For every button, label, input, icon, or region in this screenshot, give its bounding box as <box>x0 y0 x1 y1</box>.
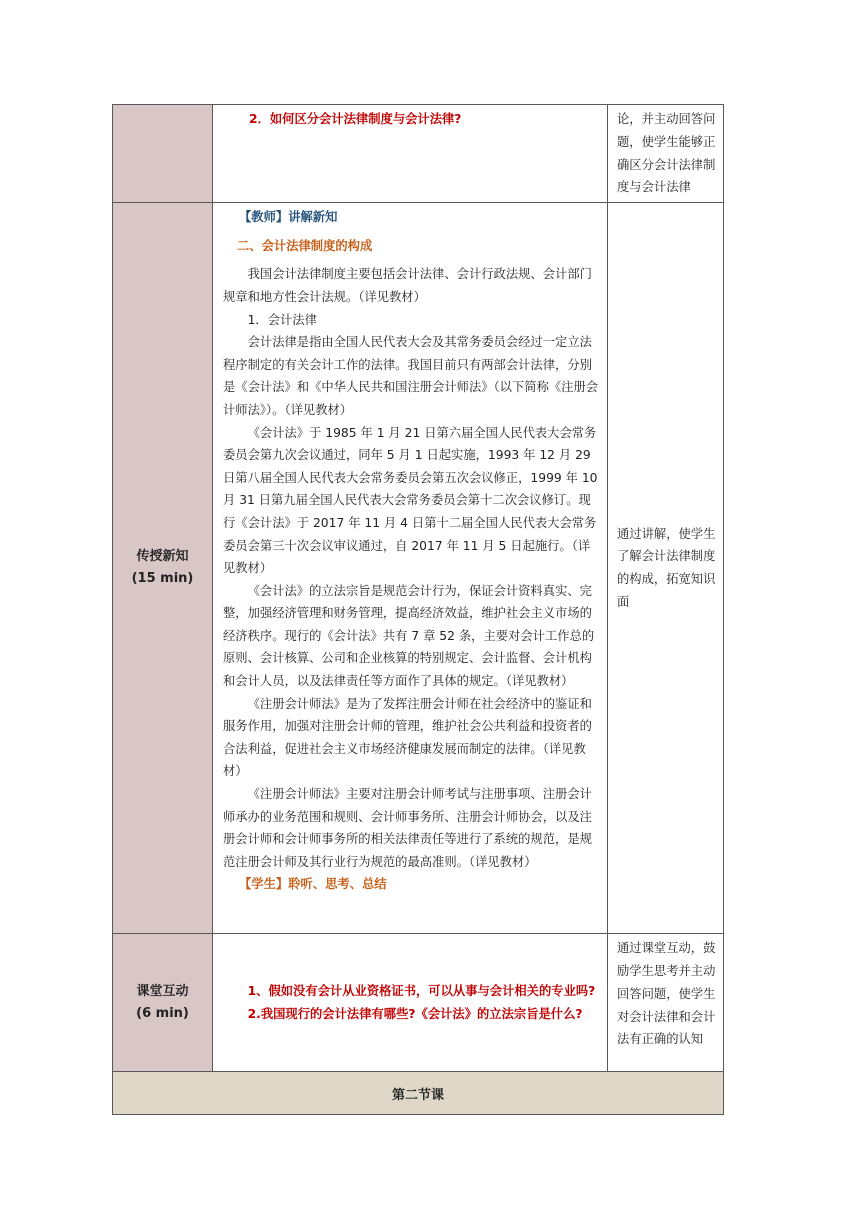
row-label <box>113 203 213 934</box>
paragraph: 《注册会计师法》主要对注册会计师考试与注册事项、注册会计师承办的业务范围和规则、会计师事务所、注册会计师协会，以及注册会计师和会计师事务所的相关法律责任等进行了系统的规范，是规范注册会计师及其行业行为规范的最高准则。（详见教材） <box>223 787 592 869</box>
paragraph: 我国会计法律制度主要包括会计法律、会计行政法规、会计部门规章和地方性会计法规。（详见教材） <box>223 267 592 304</box>
row-label-empty <box>113 105 213 203</box>
paragraph: 1．会计法律 <box>247 312 317 327</box>
table-row <box>113 934 724 1072</box>
section-heading: 二、会计法律制度的构成 <box>237 238 373 253</box>
paragraph: 会计法律是指由全国人民代表大会及其常务委员会经过一定立法程序制定的有关会计工作的法律。我国目前只有两部会计法律，分别是《会计法》和《中华人民共和国注册会计师法》（以下简称《注册会计师法》）。（详见教材） <box>223 335 599 417</box>
interaction-question: 1、假如没有会计从业资格证书，可以从事与会计相关的专业吗? <box>247 984 596 999</box>
row-label-time: (6 min) <box>136 1005 189 1021</box>
row-label-title: 传授新知 <box>136 549 189 565</box>
paragraph: 《会计法》的立法宗旨是规范会计行为，保证会计资料真实、完整，加强经济管理和财务管理，提高经济效益，维护社会主义市场的经济秩序。现行的《会计法》共有 7 章 52 条，主要对会计工作总的原则、会计核算、公司和企业核算的特别规定、会计监督、会计机构和会计人员，以及法律责任等方面作了具体的规定。（详见教材） <box>223 583 595 689</box>
objective-note: 论，并主动回答问题，使学生能够正确区分会计法律制度与会计法律 <box>608 105 724 203</box>
interaction-cell <box>213 934 608 1072</box>
lesson-plan-table <box>112 104 724 1115</box>
table-row <box>113 105 724 203</box>
objective-note: 通过课堂互动，鼓励学生思考并主动回答问题，使学生对会计法律和会计法有正确的认知 <box>608 934 724 1072</box>
question-cell <box>213 105 608 203</box>
table-row <box>113 1072 724 1115</box>
teacher-heading: 【教师】讲解新知 <box>239 210 338 225</box>
student-line: 【学生】聆听、思考、总结 <box>239 877 387 892</box>
paragraph: 《会计法》于 1985 年 1 月 21 日第六届全国人民代表大会常务委员会第九次会议通过，同年 5 月 1 日起实施，1993 年 12 月 29 日第八届全国人民代表大会常务委员会第五次会议修正，1999 年 10 月 31 日第九届全国人民代表大会常务委员会第十二次会议修订。现行《会计法》于 2017 年 11 月 4 日第十二届全国人民代表大会常务委员会第三十次会议审议通过，自 2017 年 11 月 5 日起施行。（详见教材） <box>223 425 598 576</box>
row-label <box>113 934 213 1072</box>
paragraph: 《注册会计师法》是为了发挥注册会计师在社会经济中的鉴证和服务作用，加强对注册会计师的管理，维护社会公共利益和投资者的合法利益，促进社会主义市场经济健康发展而制定的法律。（详见教材） <box>223 696 592 779</box>
row-label-time: (15 min) <box>131 571 194 587</box>
content-cell <box>213 203 608 934</box>
interaction-question: 2.我国现行的会计法律有哪些?《会计法》的立法宗旨是什么? <box>247 1006 583 1021</box>
section-footer: 第二节课 <box>113 1072 724 1115</box>
discussion-question: 2．如何区分会计法律制度与会计法律? <box>249 112 462 126</box>
row-label-title: 课堂互动 <box>136 983 189 999</box>
objective-note: 通过讲解，使学生了解会计法律制度的构成，拓宽知识面 <box>608 203 724 934</box>
table-row <box>113 203 724 934</box>
